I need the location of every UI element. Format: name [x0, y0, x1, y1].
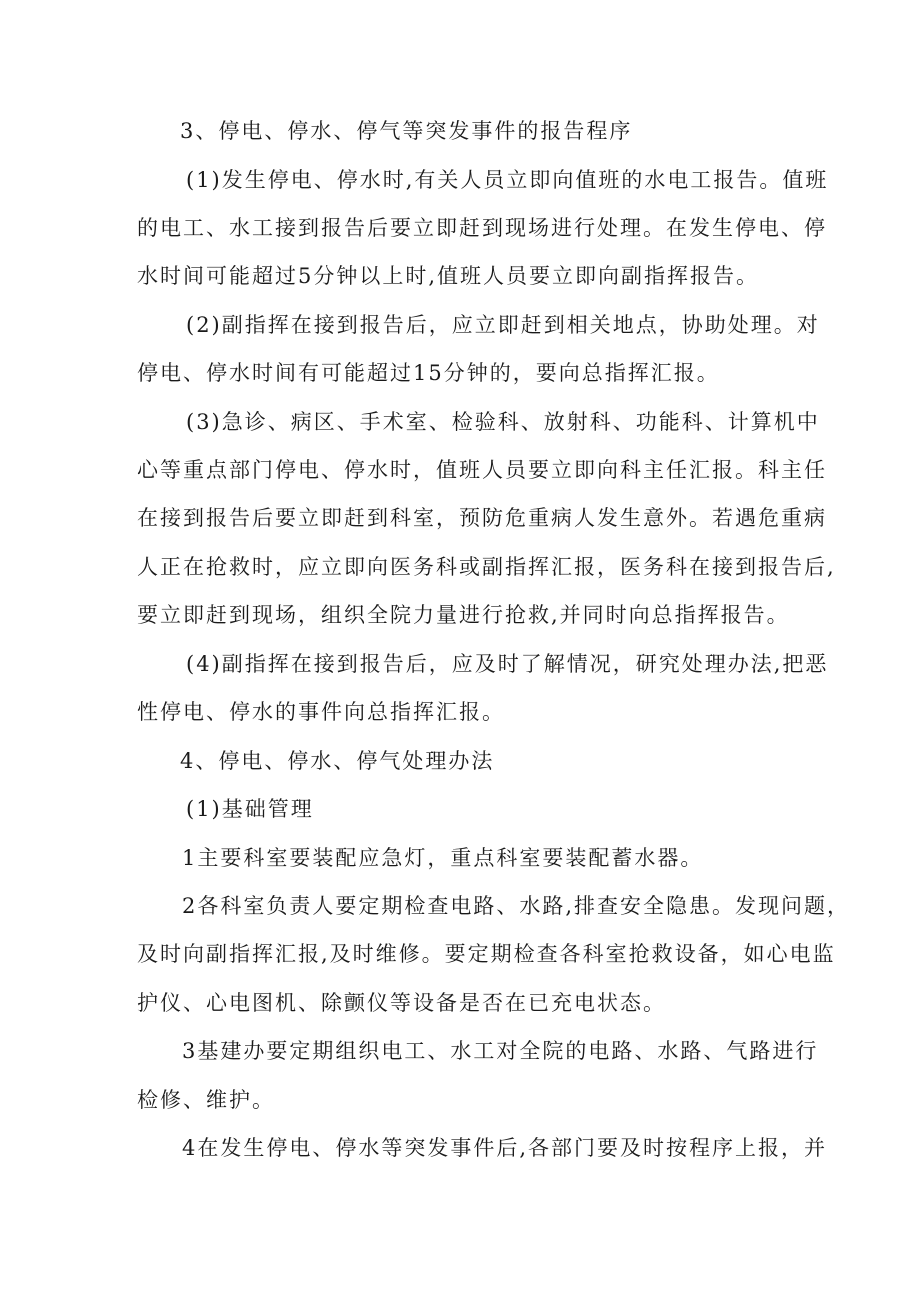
paragraph-line: 在接到报告后要立即赶到科室，预防危重病人发生意外。若遇危重病 — [137, 506, 827, 530]
paragraph-line: 水时间可能超过5分钟以上时,值班人员要立即向副指挥报告。 — [137, 264, 760, 288]
paragraph-line: 3基建办要定期组织电工、水工对全院的电路、水路、气路进行 — [182, 1039, 819, 1063]
paragraph-line: 检修、维护。 — [137, 1088, 275, 1112]
paragraph-line: 人正在抢救时，应立即向医务科或副指挥汇报，医务科在接到报告后, — [137, 555, 836, 579]
subheading-basic-management: (1)基础管理 — [186, 797, 314, 821]
paragraph-line: 停电、停水时间有可能超过15分钟的，要向总指挥汇报。 — [137, 361, 720, 385]
section-heading-4: 4、停电、停水、停气处理办法 — [180, 749, 495, 773]
paragraph-line: 2各科室负责人要定期检查电路、水路,排查安全隐患。发现问题， — [182, 894, 851, 918]
paragraph-line: 性停电、停水的事件向总指挥汇报。 — [137, 700, 505, 724]
paragraph-line: 1主要科室要装配应急灯，重点科室要装配蓄水器。 — [182, 846, 704, 870]
paragraph-line: 的电工、水工接到报告后要立即赶到现场进行处理。在发生停电、停 — [137, 216, 827, 240]
paragraph-line: (2)副指挥在接到报告后，应立即赶到相关地点，协助处理。对 — [186, 313, 820, 337]
paragraph-line: 4在发生停电、停水等突发事件后,各部门要及时按程序上报，并 — [182, 1136, 828, 1160]
section-heading-3: 3、停电、停水、停气等突发事件的报告程序 — [180, 119, 633, 143]
paragraph-line: (3)急诊、病区、手术室、检验科、放射科、功能科、计算机中 — [186, 410, 820, 434]
paragraph-line: 及时向副指挥汇报,及时维修。要定期检查各科室抢救设备，如心电监 — [137, 942, 836, 966]
paragraph-line: 心等重点部门停电、停水时，值班人员要立即向科主任汇报。科主任 — [137, 458, 827, 482]
paragraph-line: (1)发生停电、停水时,有关人员立即向值班的水电工报告。值班 — [186, 168, 829, 192]
paragraph-line: (4)副指挥在接到报告后，应及时了解情况，研究处理办法,把恶 — [186, 652, 829, 676]
paragraph-line: 要立即赶到现场，组织全院力量进行抢救,并同时向总指挥报告。 — [137, 603, 790, 627]
paragraph-line: 护仪、心电图机、除颤仪等设备是否在已充电状态。 — [137, 991, 666, 1015]
